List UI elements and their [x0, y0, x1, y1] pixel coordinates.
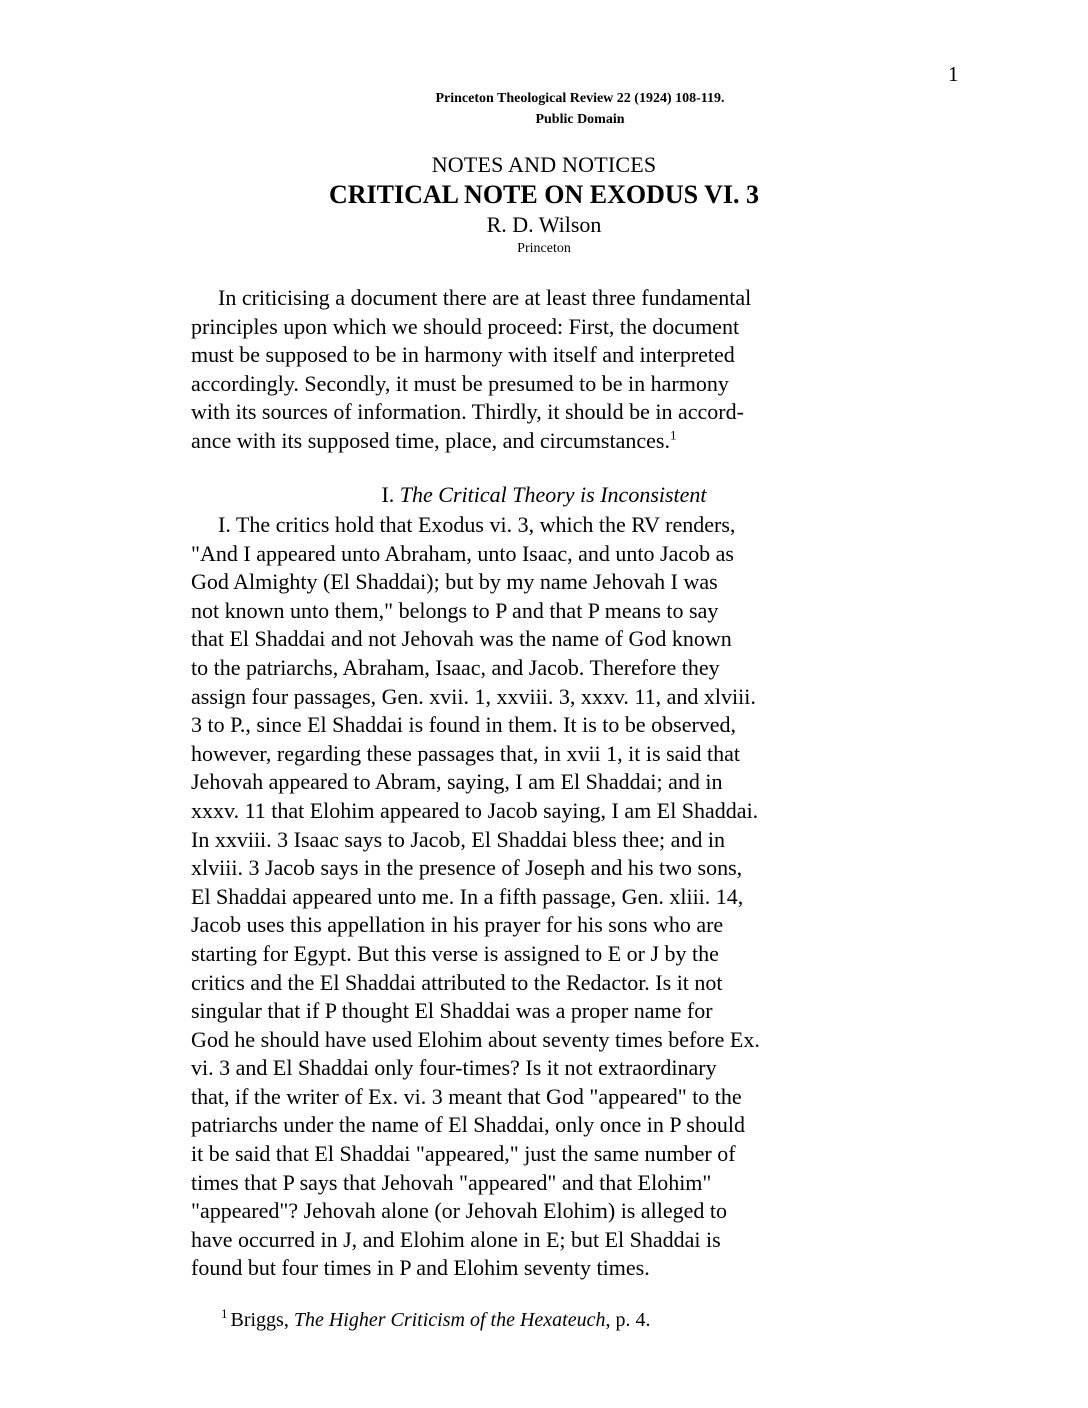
text-line: Jehovah appeared to Abram, saying, I am El Shaddai; and in	[191, 769, 723, 795]
author-name: R. D. Wilson	[486, 212, 602, 237]
text-line: vi. 3 and El Shaddai only four-times? Is it not extraordinary	[191, 1055, 717, 1081]
license-notice: Public Domain	[535, 112, 625, 127]
footnote-reference[interactable]: 1	[669, 427, 677, 443]
text-line: not known unto them," belongs to P and that P means to say	[191, 597, 719, 623]
text-line: assign four passages, Gen. xvii. 1, xxviii. 3, xxxv. 11, and xlviii.	[191, 683, 756, 709]
text-line: xxxv. 11 that Elohim appeared to Jacob saying, I am El Shaddai.	[191, 797, 759, 823]
author-affiliation: Princeton	[517, 241, 571, 256]
page-number: 1	[948, 62, 959, 86]
footnote	[221, 1306, 651, 1332]
article-title: CRITICAL NOTE ON EXODUS VI. 3	[328, 180, 760, 209]
intro-paragraph	[191, 284, 851, 456]
section-label: NOTES AND NOTICES	[431, 152, 657, 177]
text-line: with its sources of information. Thirdly, it should be in accord-	[191, 399, 744, 425]
text-line: times that P says that Jehovah "appeared" and that Elohim"	[191, 1169, 712, 1195]
text-line: God Almighty (El Shaddai); but by my name Jehovah I was	[191, 569, 718, 595]
footnote-mark: 1	[221, 1306, 228, 1322]
footnote-author: Briggs,	[230, 1309, 289, 1331]
text-line-content: ance with its supposed time, place, and circumstances.	[191, 427, 670, 453]
text-line: principles upon which we should proceed: First, the document	[191, 313, 740, 339]
text-line: Jacob uses this appellation in his prayer for his sons who are	[191, 912, 724, 938]
text-line: that El Shaddai and not Jehovah was the name of God known	[191, 626, 732, 652]
section-paragraph	[191, 511, 851, 1283]
text-line: that, if the writer of Ex. vi. 3 meant that God "appeared" to the	[191, 1083, 742, 1109]
text-line: accordingly. Secondly, it must be presumed to be in harmony	[191, 370, 729, 396]
text-line: I. The critics hold that Exodus vi. 3, which the RV renders,	[218, 512, 736, 537]
footnote-suffix: , p. 4.	[605, 1309, 651, 1331]
source-citation: Princeton Theological Review 22 (1924) 108-119.	[435, 91, 725, 106]
text-line: "And I appeared unto Abraham, unto Isaac, and unto Jacob as	[191, 540, 734, 566]
section-heading	[0, 482, 1088, 508]
section-title: The Critical Theory is Inconsistent	[399, 482, 707, 507]
text-line	[191, 427, 851, 456]
text-line: "appeared"? Jehovah alone (or Jehovah Elohim) is alleged to	[191, 1198, 727, 1224]
text-line: critics and the El Shaddai attributed to the Redactor. Is it not	[191, 969, 723, 995]
footnote-work-title: The Higher Criticism of the Hexateuch	[293, 1309, 606, 1331]
text-line: singular that if P thought El Shaddai was a proper name for	[191, 998, 713, 1024]
section-number: I.	[381, 482, 395, 507]
text-line: to the patriarchs, Abraham, Isaac, and Jacob. Therefore they	[191, 654, 720, 680]
text-line: patriarchs under the name of El Shaddai, only once in P should	[191, 1112, 745, 1138]
text-line: found but four times in P and Elohim seventy times.	[191, 1255, 650, 1281]
text-line: have occurred in J, and Elohim alone in E; but El Shaddai is	[191, 1226, 721, 1252]
text-line: In xxviii. 3 Isaac says to Jacob, El Shaddai bless thee; and in	[191, 826, 725, 852]
text-line: it be said that El Shaddai "appeared," just the same number of	[191, 1141, 736, 1167]
text-line: El Shaddai appeared unto me. In a fifth passage, Gen. xliii. 14,	[191, 883, 744, 909]
text-line: 3 to P., since El Shaddai is found in them. It is to be observed,	[191, 712, 737, 738]
text-line: however, regarding these passages that, in xvii 1, it is said that	[191, 740, 740, 766]
text-line: In criticising a document there are at least three fundamental	[218, 285, 752, 310]
text-line: God he should have used Elohim about seventy times before Ex.	[191, 1026, 760, 1052]
text-line: xlviii. 3 Jacob says in the presence of Joseph and his two sons,	[191, 855, 743, 881]
text-line: must be supposed to be in harmony with itself and interpreted	[191, 342, 735, 368]
text-line: starting for Egypt. But this verse is assigned to E or J by the	[191, 940, 719, 966]
